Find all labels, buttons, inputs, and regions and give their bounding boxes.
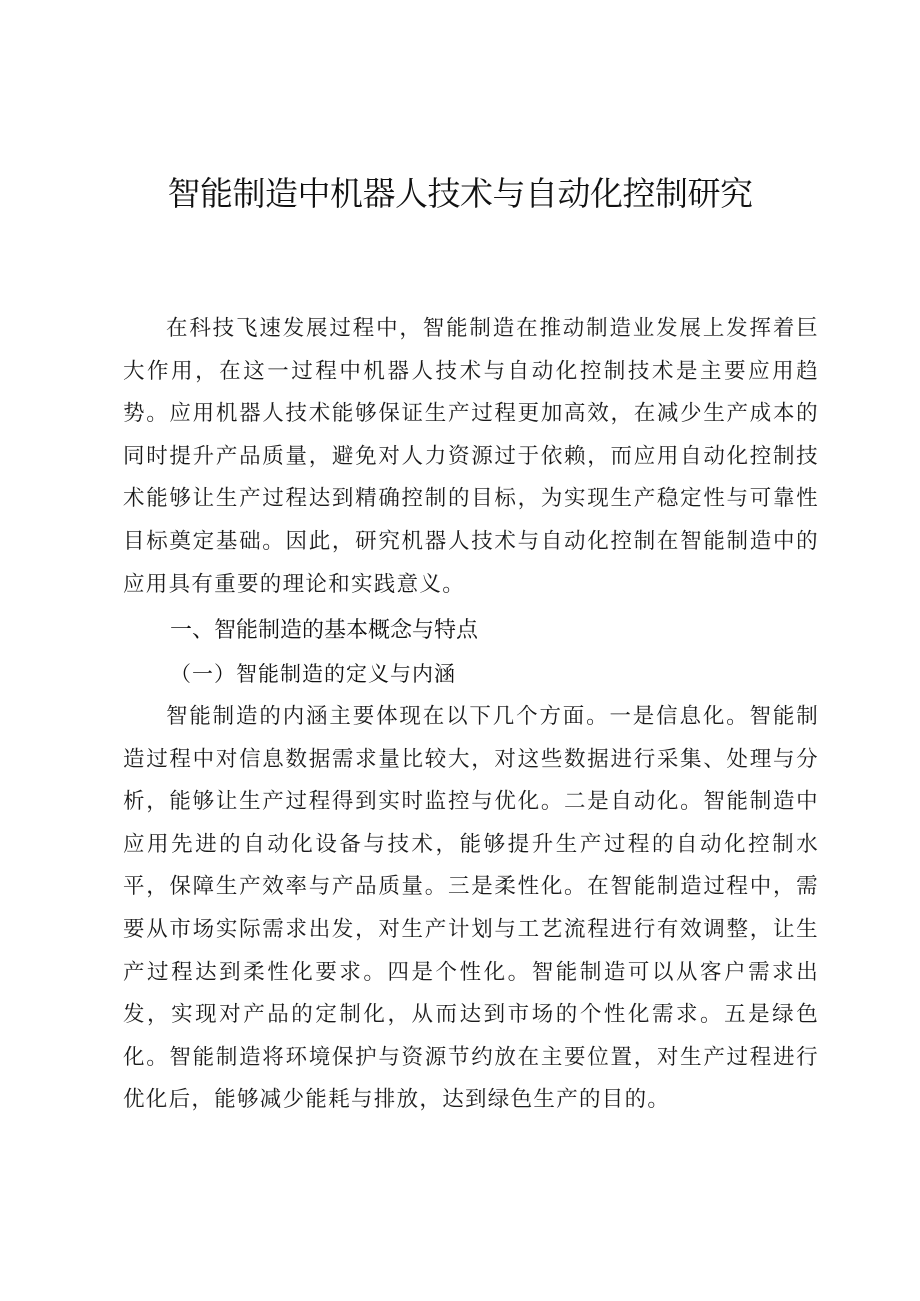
document-title: 智能制造中机器人技术与自动化控制研究 <box>167 174 753 213</box>
intro-paragraph: 在科技飞速发展过程中，智能制造在推动制造业发展上发挥着巨大作用，在这一过程中机器人技术与自动化控制技术是主要应用趋势。应用机器人技术能够保证生产过程更加高效，在减少生产成本的同时提升产品质量，避免对人力资源过于依赖，而应用自动化控制技术能够让生产过程达到精确控制的目标，为实现生产稳定性与可靠性目标奠定基础。因此，研究机器人技术与自动化控制在智能制造中的应用具有重要的理论和实践意义。 <box>123 316 819 597</box>
subsection-heading: （一）智能制造的定义与内涵 <box>170 662 456 686</box>
subsection-paragraph: 智能制造的内涵主要体现在以下几个方面。一是信息化。智能制造过程中对信息数据需求量比较大，对这些数据进行采集、处理与分析，能够让生产过程得到实时监控与优化。二是自动化。智能制造中应用先进的自动化设备与技术，能够提升生产过程的自动化控制水平，保障生产效率与产品质量。三是柔性化。在智能制造过程中，需要从市场实际需求出发，对生产计划与工艺流程进行有效调整，让生产过程达到柔性化要求。四是个性化。智能制造可以从客户需求出发，实现对产品的定制化，从而达到市场的个性化需求。五是绿色化。智能制造将环境保护与资源节约放在主要位置，对生产过程进行优化后，能够减少能耗与排放，达到绿色生产的目的。 <box>123 704 819 1113</box>
intro-section <box>123 308 819 606</box>
subsection-content <box>123 696 819 1122</box>
section-heading: 一、智能制造的基本概念与特点 <box>170 618 479 643</box>
